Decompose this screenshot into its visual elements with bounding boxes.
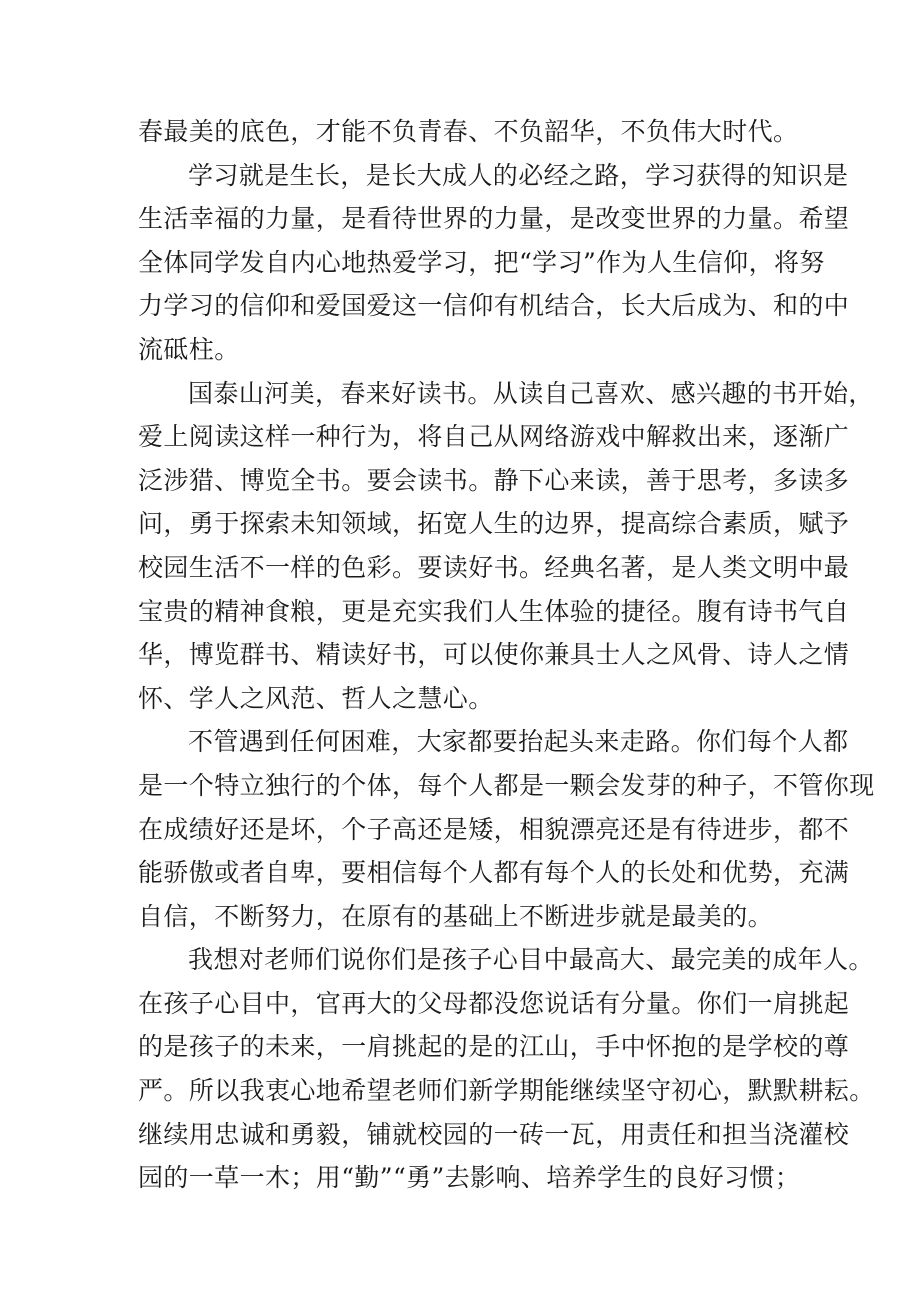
document-body xyxy=(138,110,875,1200)
paragraph-line: 校园生活不一样的色彩。要读好书。经典名著，是人类文明中最 xyxy=(138,552,850,582)
paragraph-1 xyxy=(138,110,798,154)
paragraph-line: 能骄傲或者自卑，要相信每个人都有每个人的长处和优势，充满 xyxy=(138,858,850,888)
paragraph-line: 不管遇到任何困难，大家都要抬起头来走路。你们每个人都 xyxy=(188,727,849,757)
paragraph-line: 爱上阅读这样一种行为，将自己从网络游戏中解救出来，逐渐广 xyxy=(138,422,850,452)
paragraph-line: 的是孩子的未来，一肩挑起的是的江山，手中怀抱的是学校的尊 xyxy=(138,1032,850,1062)
paragraph-4 xyxy=(138,720,875,938)
paragraph-line: 宝贵的精神食粮，更是充实我们人生体验的捷径。腹有诗书气自 xyxy=(138,596,850,626)
paragraph-line: 园的一草一木；用“勤”“勇”去影响、培养学生的良好习惯； xyxy=(138,1163,801,1193)
paragraph-line: 学习就是生长，是长大成人的必经之路，学习获得的知识是 xyxy=(188,160,849,190)
paragraph-line: 国泰山河美，春来好读书。从读自己喜欢、感兴趣的书开始， xyxy=(188,378,874,408)
paragraph-2 xyxy=(138,154,850,372)
paragraph-line: 在成绩好还是坏，个子高还是矮，相貌漂亮还是有待进步，都不 xyxy=(138,814,850,844)
paragraph-line: 生活幸福的力量，是看待世界的力量，是改变世界的力量。希望 xyxy=(138,204,850,234)
paragraph-5 xyxy=(138,938,875,1200)
paragraph-line: 华，博览群书、精读好书，可以使你兼具士人之风骨、诗人之情 xyxy=(138,640,850,670)
paragraph-line: 问，勇于探索未知领域，拓宽人生的边界，提高综合素质，赋予 xyxy=(138,509,850,539)
paragraph-line: 泛涉猎、博览全书。要会读书。静下心来读，善于思考，多读多 xyxy=(138,465,850,495)
paragraph-line: 怀、学人之风范、哲人之慧心。 xyxy=(138,683,494,713)
paragraph-line: 严。所以我衷心地希望老师们新学期能继续坚守初心，默默耕耘。 xyxy=(138,1076,875,1106)
paragraph-3 xyxy=(138,372,874,721)
paragraph-line: 全体同学发自内心地热爱学习，把“学习”作为人生信仰，将努 xyxy=(138,247,825,277)
paragraph-line: 流砥柱。 xyxy=(138,334,240,364)
paragraph-line: 春最美的底色，才能不负青春、不负韶华，不负伟大时代。 xyxy=(138,117,799,146)
paragraph-line: 在孩子心目中，官再大的父母都没您说话有分量。你们一肩挑起 xyxy=(138,988,850,1018)
paragraph-line: 自信，不断努力，在原有的基础上不断进步就是最美的。 xyxy=(138,901,774,931)
paragraph-line: 继续用忠诚和勇毅，铺就校园的一砖一瓦，用责任和担当浇灌校 xyxy=(138,1119,850,1149)
paragraph-line: 力学习的信仰和爱国爱这一信仰有机结合，长大后成为、和的中 xyxy=(138,291,850,321)
paragraph-line: 我想对老师们说你们是孩子心目中最高大、最完美的成年人。 xyxy=(188,945,874,975)
paragraph-line: 是一个特立独行的个体，每个人都是一颗会发芽的种子，不管你现 xyxy=(138,770,875,800)
